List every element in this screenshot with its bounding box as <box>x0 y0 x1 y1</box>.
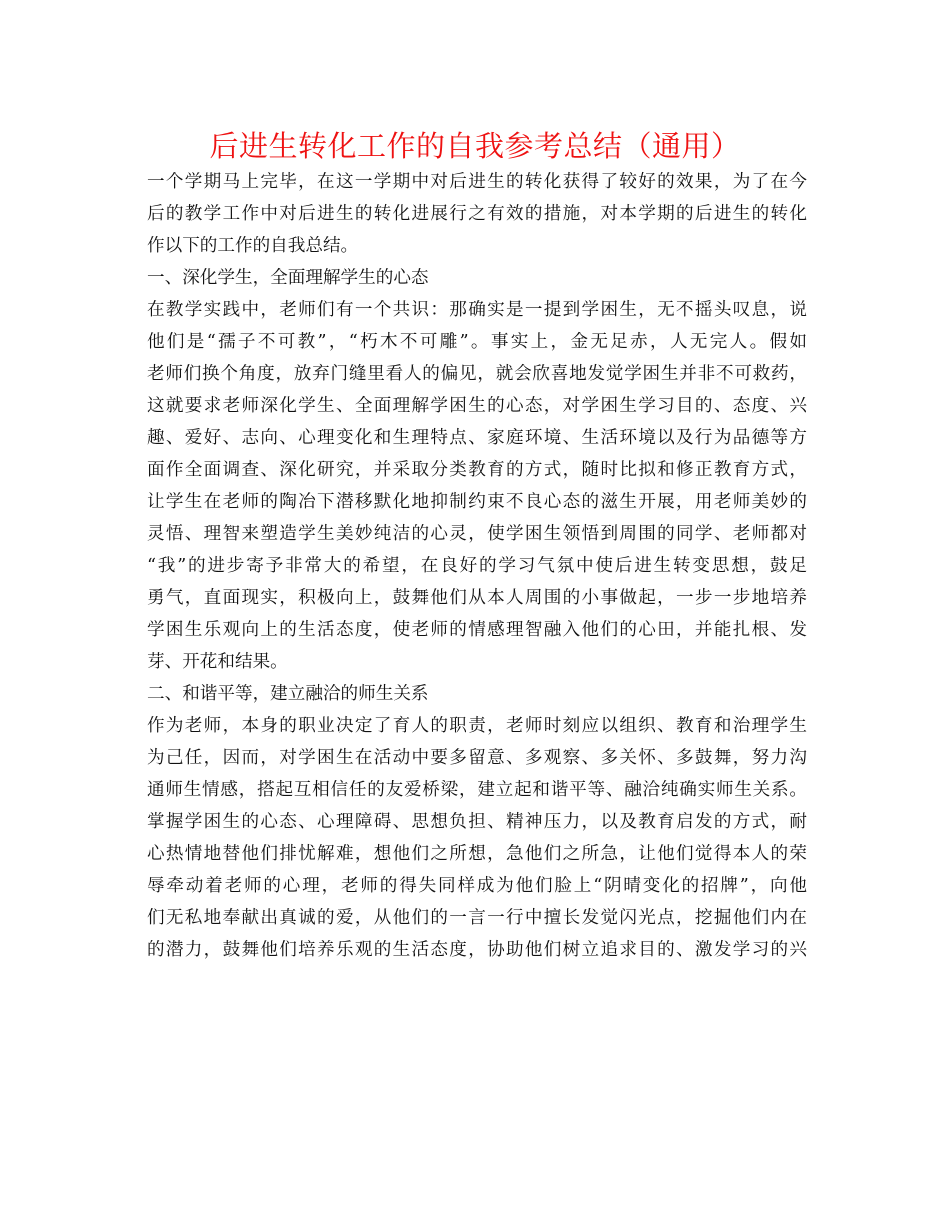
text-line: 为己任，因而，对学困生在活动中要多留意、多观察、多关怀、多鼓舞，努力沟 <box>147 748 807 768</box>
text-line: 作为老师，本身的职业决定了育人的职责，老师时刻应以组织、教育和治理学生 <box>147 716 807 736</box>
text-line: 这就要求老师深化学生、全面理解学困生的心态，对学困生学习目的、态度、兴 <box>147 396 807 416</box>
text-line: 他们是“孺子不可教”，“朽木不可雕”。事实上，金无足赤，人无完人。假如 <box>147 332 807 352</box>
text-line: 心热情地替他们排忧解难，想他们之所想，急他们之所急，让他们觉得本人的荣 <box>147 844 807 864</box>
text-line: 后的教学工作中对后进生的转化进展行之有效的措施，对本学期的后进生的转化 <box>147 204 807 224</box>
text-line: 学困生乐观向上的生活态度，使老师的情感理智融入他们的心田，并能扎根、发 <box>147 620 807 640</box>
text-line: 勇气，直面现实，积极向上，鼓舞他们从本人周围的小事做起，一步一步地培养 <box>147 588 807 608</box>
text-line: 们无私地奉献出真诚的爱，从他们的一言一行中擅长发觉闪光点，挖掘他们内在 <box>147 908 807 928</box>
text-line: 通师生情感，搭起互相信任的友爱桥梁，建立起和谐平等、融洽纯确实师生关系。 <box>147 780 807 800</box>
text-line: 的潜力，鼓舞他们培养乐观的生活态度，协助他们树立追求目的、激发学习的兴 <box>147 940 807 960</box>
text-line: 一个学期马上完毕，在这一学期中对后进生的转化获得了较好的效果，为了在今 <box>147 172 807 192</box>
text-line: 一、深化学生，全面理解学生的心态 <box>147 268 429 288</box>
text-line: 二、和谐平等，建立融洽的师生关系 <box>147 684 429 704</box>
text-line: 作以下的工作的自我总结。 <box>147 236 359 256</box>
text-line: 掌握学困生的心态、心理障碍、思想负担、精神压力，以及教育启发的方式，耐 <box>147 812 807 832</box>
text-line: 面作全面调查、深化研究，并采取分类教育的方式，随时比拟和修正教育方式， <box>147 460 807 480</box>
document-body <box>147 166 807 966</box>
text-line: “我”的进步寄予非常大的希望，在良好的学习气氛中使后进生转变思想，鼓足 <box>147 556 807 576</box>
text-line: 老师们换个角度，放弃门缝里看人的偏见，就会欣喜地发觉学困生并非不可救药， <box>147 364 807 384</box>
text-line: 趣、爱好、志向、心理变化和生理特点、家庭环境、生活环境以及行为品德等方 <box>147 428 807 448</box>
document-title: 后进生转化工作的自我参考总结（通用） <box>209 129 741 163</box>
text-line: 辱牵动着老师的心理，老师的得失同样成为他们脸上“阴晴变化的招牌”，向他 <box>147 876 807 896</box>
text-line: 在教学实践中，老师们有一个共识：那确实是一提到学困生，无不摇头叹息，说 <box>147 300 807 320</box>
text-line: 芽、开花和结果。 <box>147 652 288 672</box>
text-line: 灵悟、理智来塑造学生美妙纯洁的心灵，使学困生领悟到周围的同学、老师都对 <box>147 524 807 544</box>
text-line: 让学生在老师的陶冶下潜移默化地抑制约束不良心态的滋生开展，用老师美妙的 <box>147 492 807 512</box>
